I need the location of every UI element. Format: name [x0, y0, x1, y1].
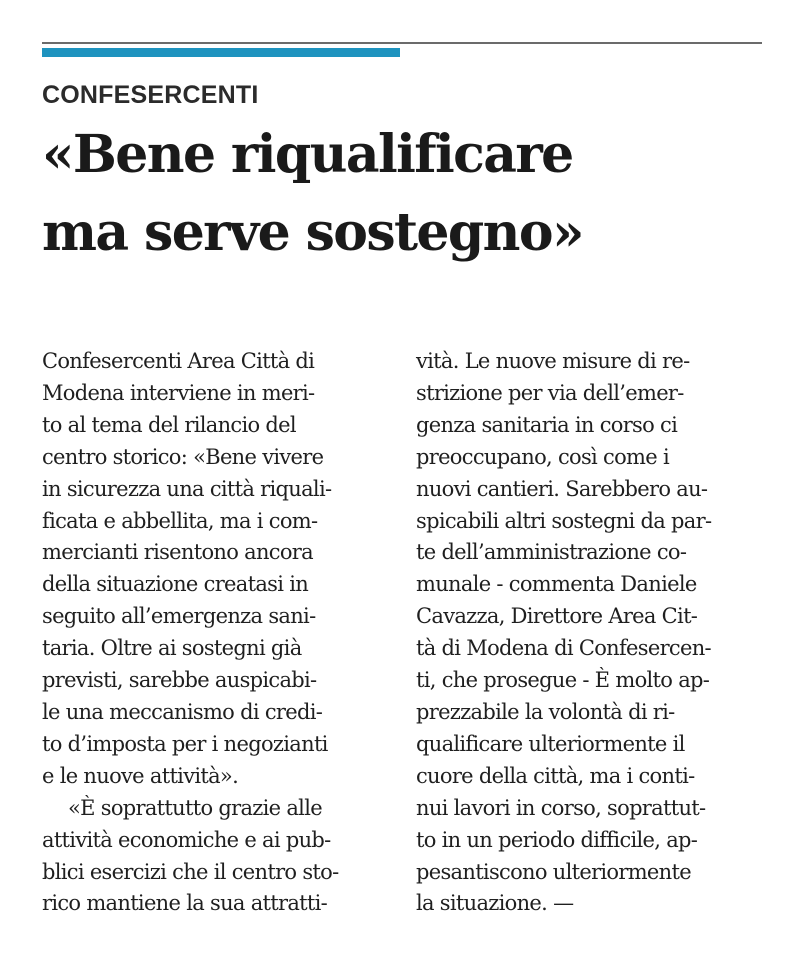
- paragraph-start-line: «È soprattutto grazie alle: [68, 795, 322, 820]
- body-line: spicabili altri sostegni da par-: [416, 508, 712, 533]
- body-line: previsti, sarebbe auspicabi-: [42, 668, 317, 693]
- body-line: preoccupano, così come i: [416, 444, 669, 469]
- headline-line: ma serve sostegno»: [42, 202, 583, 263]
- body-line: in sicurezza una città riquali-: [42, 476, 332, 501]
- top-rule: [42, 42, 762, 44]
- body-line: e le nuove attività».: [42, 763, 239, 788]
- body-line: ficata e abbellita, ma i com-: [42, 508, 318, 533]
- body-line: rico mantiene la sua attratti-: [42, 891, 328, 916]
- body-line: genza sanitaria in corso ci: [416, 412, 678, 437]
- body-line: qualificare ulteriormente il: [416, 731, 685, 756]
- section-accent-bar: [42, 48, 400, 57]
- body-line: seguito all’emergenza sani-: [42, 604, 316, 629]
- body-line: to d’imposta per i negozianti: [42, 731, 328, 756]
- body-line: blici esercizi che il centro sto-: [42, 859, 339, 884]
- headline-line: «Bene riqualificare: [42, 124, 573, 185]
- body-line: centro storico: «Bene vivere: [42, 444, 324, 469]
- body-line: Cavazza, Direttore Area Cit-: [416, 604, 698, 629]
- body-line: taria. Oltre ai sostegni già: [42, 636, 302, 661]
- body-line: della situazione creatasi in: [42, 572, 309, 597]
- body-line: te dell’amministrazione co-: [416, 540, 687, 565]
- body-line: ti, che prosegue - È molto ap-: [416, 668, 710, 693]
- article-column-right: [416, 346, 764, 920]
- body-line: strizione per via dell’emer-: [416, 380, 684, 405]
- body-line: nuovi cantieri. Sarebbero au-: [416, 476, 708, 501]
- body-line: munale - commenta Daniele: [416, 572, 697, 597]
- body-line: to in un periodo difficile, ap-: [416, 827, 698, 852]
- body-line: to al tema del rilancio del: [42, 412, 296, 437]
- body-line: le una meccanismo di credi-: [42, 699, 323, 724]
- body-line: attività economiche e ai pub-: [42, 827, 331, 852]
- body-line: cuore della città, ma i conti-: [416, 763, 695, 788]
- body-line: tà di Modena di Confesercen-: [416, 636, 711, 661]
- body-line: mercianti risentono ancora: [42, 540, 313, 565]
- article-headline: [42, 116, 782, 272]
- body-line: Modena interviene in meri-: [42, 380, 315, 405]
- body-line: vità. Le nuove misure di re-: [416, 349, 690, 373]
- body-line: la situazione. —: [416, 891, 574, 916]
- body-line: pesantiscono ulteriormente: [416, 859, 691, 884]
- body-line: prezzabile la volontà di ri-: [416, 699, 675, 724]
- body-line: Confesercenti Area Città di: [42, 349, 315, 373]
- article-column-left: [42, 346, 387, 920]
- article-kicker: CONFESERCENTI: [42, 81, 259, 109]
- body-line: nui lavori in corso, soprattut-: [416, 795, 706, 820]
